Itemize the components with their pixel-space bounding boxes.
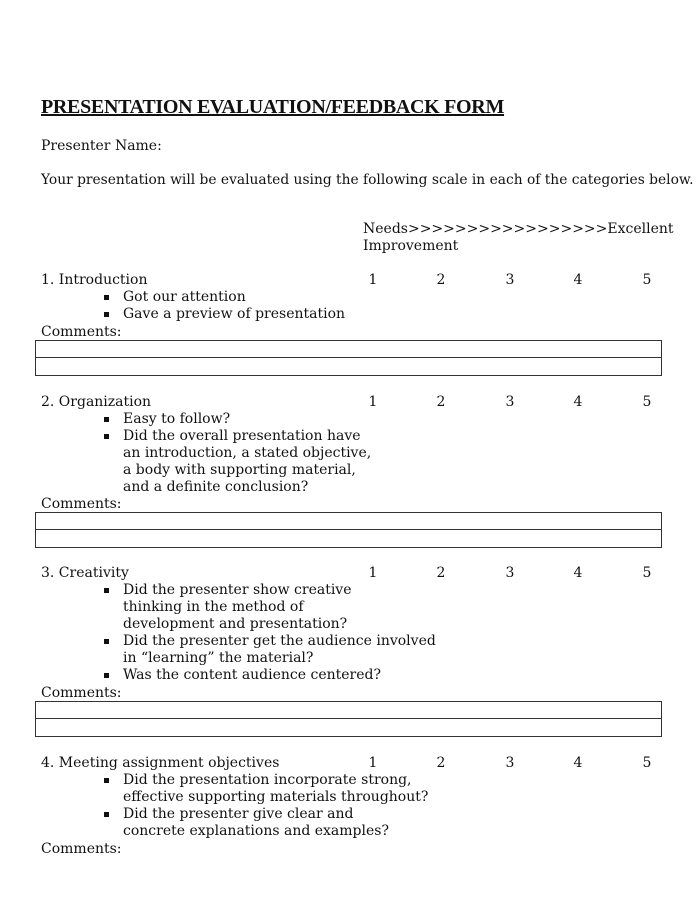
presenter-name-label: Presenter Name: [41, 138, 162, 154]
rating-1[interactable]: 1 [368, 394, 378, 410]
comments-box [35, 512, 662, 548]
rating-1[interactable]: 1 [368, 565, 378, 581]
criteria-item: Did the presenter give clear and concrete explanations and examples? [101, 806, 461, 840]
rating-2[interactable]: 2 [436, 272, 446, 288]
criteria-item: Got our attention [101, 289, 421, 306]
criteria-item: Did the presenter get the audience involved in “learning” the material? [101, 633, 461, 667]
square-bullet-icon [104, 639, 109, 644]
square-bullet-icon [104, 295, 109, 300]
criteria-item: Easy to follow? [101, 411, 421, 428]
scale-line-needs-excellent: Needs>>>>>>>>>>>>>>>>>Excellent [363, 221, 674, 237]
criteria-list [101, 411, 421, 496]
criteria-list [101, 772, 461, 840]
scale-instructions: Your presentation will be evaluated using the following scale in each of the categories below. [41, 172, 694, 188]
square-bullet-icon [104, 312, 109, 317]
rating-2[interactable]: 2 [436, 755, 446, 771]
criteria-list [101, 582, 461, 684]
section-organization [41, 394, 663, 554]
square-bullet-icon [104, 673, 109, 678]
section-title: 4. Meeting assignment objectives [41, 755, 280, 771]
comment-field[interactable] [36, 341, 661, 358]
square-bullet-icon [104, 778, 109, 783]
section-title: 1. Introduction [41, 272, 148, 288]
rating-scale [41, 565, 663, 582]
rating-scale [41, 394, 663, 411]
criteria-item: Was the content audience centered? [101, 667, 461, 684]
rating-5[interactable]: 5 [642, 394, 652, 410]
rating-3[interactable]: 3 [505, 565, 515, 581]
rating-3[interactable]: 3 [505, 394, 515, 410]
criteria-item: Did the presentation incorporate strong, effective supporting materials throughout? [101, 772, 461, 806]
rating-5[interactable]: 5 [642, 565, 652, 581]
comments-box [35, 701, 662, 737]
criteria-item: Did the overall presentation have an introduction, a stated objective, a body with supporting material, and a definite conclusion? [101, 428, 421, 496]
rating-3[interactable]: 3 [505, 272, 515, 288]
comment-field[interactable] [36, 530, 661, 547]
rating-scale-legend [363, 221, 674, 255]
rating-scale [41, 272, 663, 289]
square-bullet-icon [104, 588, 109, 593]
rating-4[interactable]: 4 [573, 272, 583, 288]
comment-field[interactable] [36, 358, 661, 375]
rating-4[interactable]: 4 [573, 755, 583, 771]
square-bullet-icon [104, 434, 109, 439]
rating-1[interactable]: 1 [368, 755, 378, 771]
comment-field[interactable] [36, 702, 661, 719]
rating-1[interactable]: 1 [368, 272, 378, 288]
comment-field[interactable] [36, 513, 661, 530]
comments-label: Comments: [41, 685, 122, 701]
criteria-list [101, 289, 421, 323]
form-title: PRESENTATION EVALUATION/FEEDBACK FORM [41, 96, 505, 118]
criteria-item: Did the presenter show creative thinking in the method of development and presentation? [101, 582, 461, 633]
rating-3[interactable]: 3 [505, 755, 515, 771]
rating-2[interactable]: 2 [436, 394, 446, 410]
comments-box [35, 340, 662, 376]
rating-2[interactable]: 2 [436, 565, 446, 581]
criteria-item: Gave a preview of presentation [101, 306, 421, 323]
section-creativity [41, 565, 663, 743]
rating-scale [41, 755, 663, 772]
comment-field[interactable] [36, 719, 661, 736]
comments-label: Comments: [41, 841, 122, 857]
scale-line-improvement: Improvement [363, 238, 459, 254]
rating-4[interactable]: 4 [573, 394, 583, 410]
section-meeting-assignment-objectives [41, 755, 663, 865]
rating-5[interactable]: 5 [642, 755, 652, 771]
square-bullet-icon [104, 417, 109, 422]
section-introduction [41, 272, 663, 382]
comments-label: Comments: [41, 496, 122, 512]
rating-5[interactable]: 5 [642, 272, 652, 288]
square-bullet-icon [104, 812, 109, 817]
comments-label: Comments: [41, 324, 122, 340]
section-title: 3. Creativity [41, 565, 129, 581]
rating-4[interactable]: 4 [573, 565, 583, 581]
section-title: 2. Organization [41, 394, 152, 410]
